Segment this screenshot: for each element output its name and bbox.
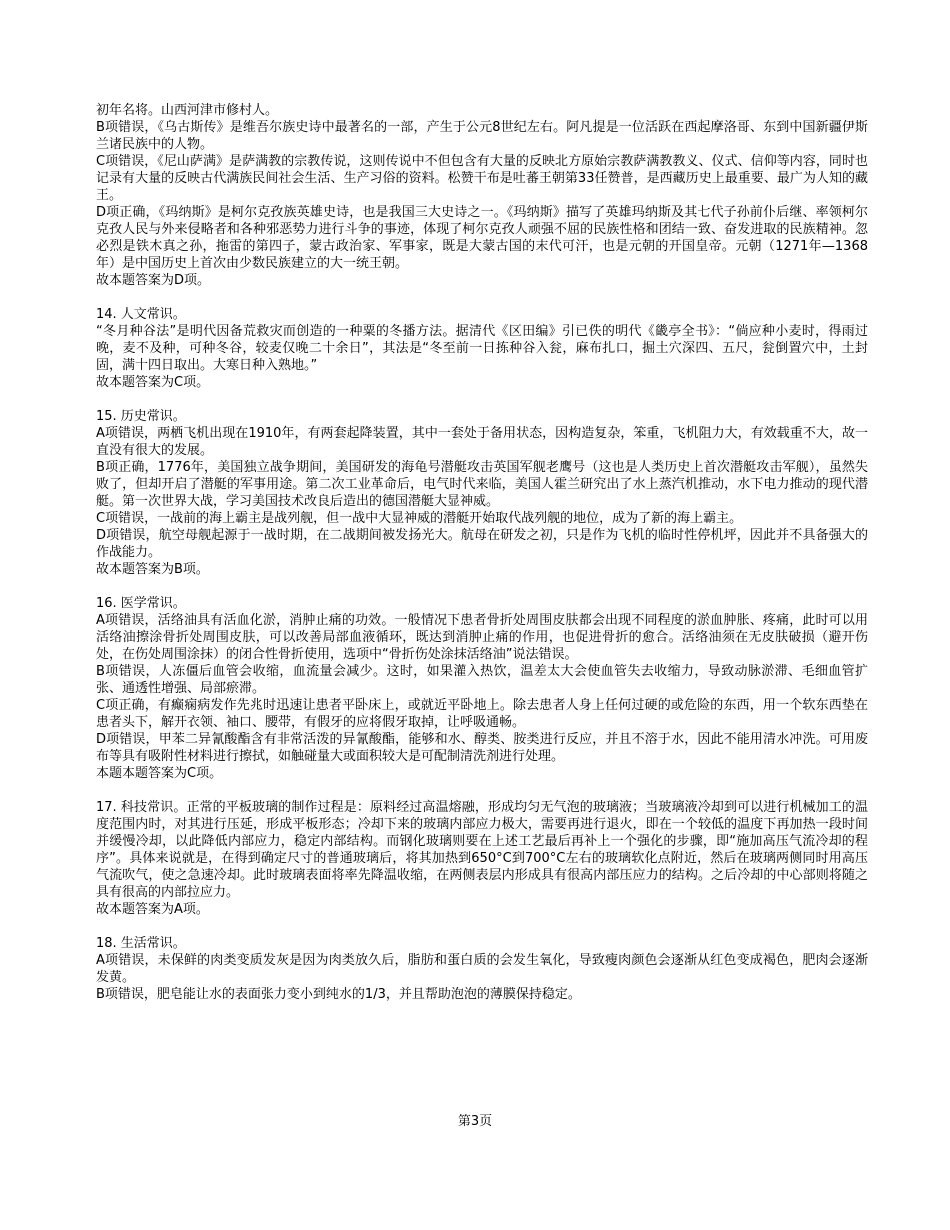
text-line: 17. 科技常识。正常的平板玻璃的制作过程是：原料经过高温熔融，形成均匀无气泡的玻璃液；当玻璃液冷却到可以进行机械加工的温度范围内时，对其进行压延，形成平板形态；冷却下来的玻璃内部应力极大，需要再进行退火，即在一个较低的温度下再加热一段时间并缓慢冷却，以此降低内部应力，稳定内部结构。而钢化玻璃则要在上述工艺最后再补上一个强化的步骤，即“施加高压气流冷却的程序”。具体来说就是，在得到确定尺寸的普通玻璃后，将其加热到650°C到700°C左右的玻璃软化点附近，然后在玻璃两侧同时用高压气流吹气，使之急速冷却。此时玻璃表面将率先降温收缩，在两侧表层内形成具有很高内部压应力的结构。之后冷却的中心部则将随之具有很高的内部拉应力。 bbox=[96, 800, 868, 900]
answer-block-q15 bbox=[96, 408, 868, 578]
question-heading: 18. 生活常识。 bbox=[96, 936, 186, 951]
text-line: C项错误，《尼山萨满》是萨满教的宗教传说，这则传说中不但包含有大量的反映北方原始宗教萨满教教义、仪式、信仰等内容，同时也记录有大量的反映古代满族民间社会生活、生产习俗的资料。松赞干布是吐蕃王朝第33任赞普，是西藏历史上最重要、最广为人知的藏王。 bbox=[96, 154, 868, 203]
text-line: “冬月种谷法”是明代因备荒救灾而创造的一种粟的冬播方法。据清代《区田编》引已佚的明代《畿亭全书》：“倘应种小麦时，得雨过晚，麦不及种，可种冬谷，较麦仅晚二十余日”，其法是“冬至前一日拣种谷入瓮，麻布扎口，掘土穴深四、五尺，瓮倒置穴中，土封固，满十四日取出。大寒日种入熟地。” bbox=[96, 324, 868, 373]
answer-line: 故本题答案为C项。 bbox=[96, 375, 210, 390]
text-line: B项错误，人冻僵后血管会收缩，血流量会减少。这时，如果灌入热饮，温差太大会使血管失去收缩力，导致动脉淤滞、毛细血管扩张、通透性增强、局部瘀滞。 bbox=[96, 664, 868, 696]
answer-line: 故本题答案为A项。 bbox=[96, 902, 209, 917]
block-spacer bbox=[96, 918, 868, 935]
question-heading: 16. 医学常识。 bbox=[96, 596, 186, 611]
document-body bbox=[96, 102, 868, 1003]
text-line: A项错误，两栖飞机出现在1910年，有两套起降装置，其中一套处于备用状态，因构造复杂，笨重，飞机阻力大，有效载重不大，故一直没有很大的发展。 bbox=[96, 426, 868, 458]
text-line: C项正确，有癫痫病发作先兆时迅速让患者平卧床上，或就近平卧地上。除去患者人身上任何过硬的或危险的东西，用一个软东西垫在患者头下，解开衣领、袖口、腰带，有假牙的应将假牙取掉，让呼吸通畅。 bbox=[96, 698, 868, 730]
text-line: B项错误，肥皂能让水的表面张力变小到纯水的1/3，并且帮助泡泡的薄膜保持稳定。 bbox=[96, 987, 581, 1002]
answer-line: 故本题答案为B项。 bbox=[96, 562, 209, 577]
text-line: B项正确，1776年，美国独立战争期间，美国研发的海龟号潜艇攻击英国军舰老鹰号（这也是人类历史上首次潜艇攻击军舰），虽然失败了，但却开启了潜艇的军事用途。第二次工业革命后，电气时代来临，美国人霍兰研究出了水上蒸汽机推动，水下电力推动的现代潜艇。第一次世界大战，学习美国技术改良后造出的德国潜艇大显神威。 bbox=[96, 460, 868, 509]
question-heading: 14. 人文常识。 bbox=[96, 307, 186, 322]
block-spacer bbox=[96, 391, 868, 408]
page-number: 第3页 bbox=[457, 1114, 493, 1129]
answer-block-q16 bbox=[96, 595, 868, 782]
text-line: C项错误，一战前的海上霸主是战列舰，但一战中大显神威的潜艇开始取代战列舰的地位，成为了新的海上霸主。 bbox=[96, 511, 743, 526]
block-spacer bbox=[96, 289, 868, 306]
answer-block-q14 bbox=[96, 306, 868, 391]
text-line: A项错误，活络油具有活血化淤，消肿止痛的功效。一般情况下患者骨折处周围皮肤都会出现不同程度的淤血肿胀、疼痛，此时可以用活络油擦涂骨折处周围皮肤，可以改善局部血液循环，既达到消肿止痛的作用，也促进骨折的愈合。活络油须在无皮肤破损（避开伤处，在伤处周围涂抹）的闭合性骨折使用，选项中“骨折伤处涂抹活络油”说法错误。 bbox=[96, 613, 868, 662]
text-line: B项错误，《乌古斯传》是维吾尔族史诗中最著名的一部，产生于公元8世纪左右。阿凡提是一位活跃在西起摩洛哥、东到中国新疆伊斯兰诸民族中的人物。 bbox=[96, 120, 868, 152]
block-spacer bbox=[96, 782, 868, 799]
answer-line: 本题本题答案为C项。 bbox=[96, 766, 223, 781]
question-heading: 15. 历史常识。 bbox=[96, 409, 186, 424]
block-spacer bbox=[96, 578, 868, 595]
text-line: A项错误，未保鲜的肉类变质发灰是因为肉类放久后，脂肪和蛋白质的会发生氧化，导致瘦肉颜色会逐渐从红色变成褐色，肥肉会逐渐发黄。 bbox=[96, 953, 868, 985]
text-line: D项错误，航空母舰起源于一战时期，在二战期间被发扬光大。航母在研发之初，只是作为飞机的临时性停机坪，因此并不具备强大的作战能力。 bbox=[96, 528, 868, 560]
answer-block-q17 bbox=[96, 799, 868, 918]
text-line: D项错误，甲苯二异氰酸酯含有非常活泼的异氰酸酯，能够和水、醇类、胺类进行反应，并且不溶于水，因此不能用清水冲洗。可用废布等具有吸附性材料进行擦拭，如触碰量大或面积较大是可配制清洗剂进行处理。 bbox=[96, 732, 868, 764]
answer-block-q18 bbox=[96, 935, 868, 1003]
answer-block-q13-continued bbox=[96, 102, 868, 289]
text-line: D项正确，《玛纳斯》是柯尔克孜族英雄史诗，也是我国三大史诗之一。《玛纳斯》描写了英雄玛纳斯及其七代子孙前仆后继、率领柯尔克孜人民与外来侵略者和各种邪恶势力进行斗争的事迹，体现了柯尔克孜人顽强不屈的民族性格和团结一致、奋发进取的民族精神。忽必烈是铁木真之孙，拖雷的第四子，蒙古政治家、军事家，既是大蒙古国的末代可汗，也是元朝的开国皇帝。元朝（1271年—1368年）是中国历史上首次由少数民族建立的大一统王朝。 bbox=[96, 205, 868, 271]
answer-line: 故本题答案为D项。 bbox=[96, 273, 211, 288]
text-line: 初年名将。山西河津市修村人。 bbox=[96, 103, 279, 118]
